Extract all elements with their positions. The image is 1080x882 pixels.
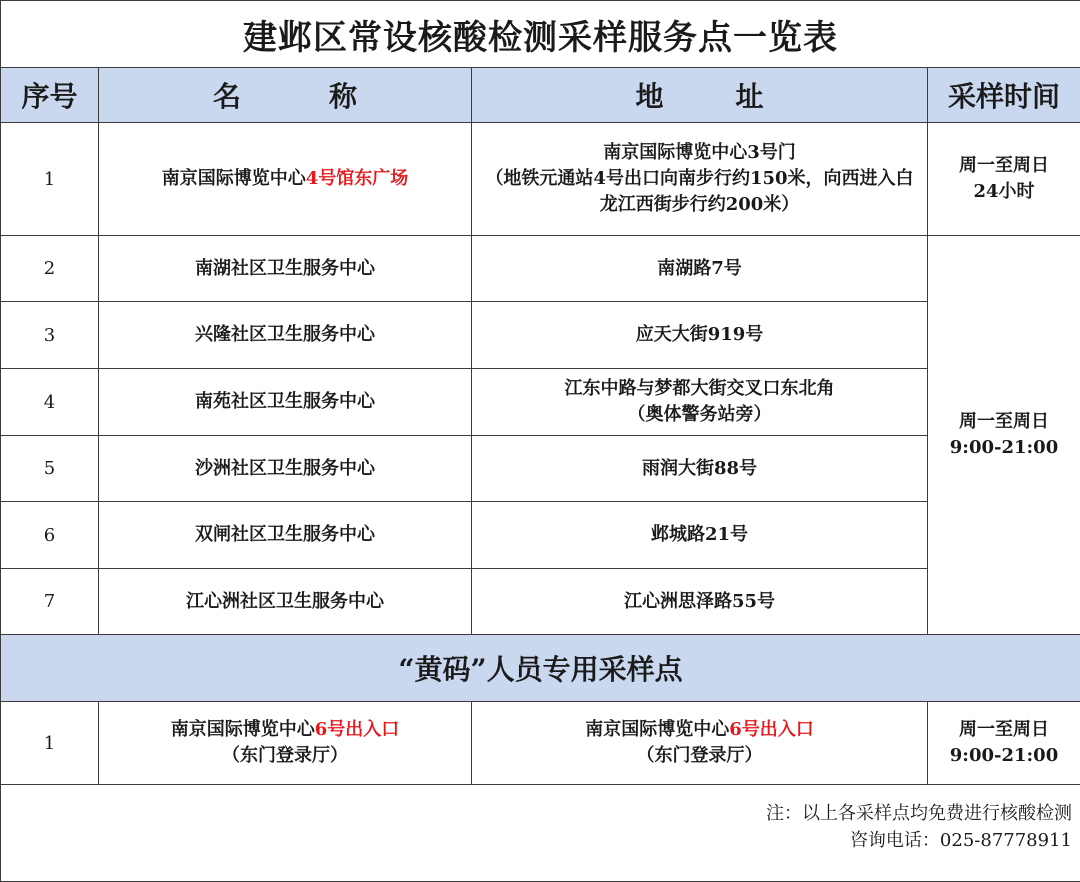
footnote-line1: 注：以上各采样点均免费进行核酸检测 [766,802,1072,824]
site-address: 雨润大街88号 [472,436,928,502]
site-address-line2: （奥体警务站旁） [627,404,772,425]
header-address [472,68,928,123]
header-address-char1: 地 [635,80,664,113]
header-name [99,68,472,123]
table-row [1,236,1080,302]
site-address-line1: 南京国际博览中心3号门 [603,142,796,163]
site-address [472,123,928,236]
footnote-phone: 咨询电话：025-87778911 [849,829,1072,851]
table-row [1,502,1080,569]
site-address: 江心洲思泽路55号 [472,569,928,635]
row-index: 5 [1,436,99,502]
site-time-line2: 9:00-21:00 [949,745,1059,766]
site-name: 南湖社区卫生服务中心 [99,236,472,302]
table-row [1,702,1080,785]
footnote [9,800,1072,867]
table-row [1,302,1080,369]
shared-time-cell [928,236,1080,635]
note-cell [1,785,1080,882]
header-address-char2: 址 [735,80,764,113]
site-name-highlight: 6号出入口 [314,719,400,740]
header-name-char2: 称 [329,80,358,113]
site-name-text: 南京国际博览中心 [170,719,315,740]
header-row [1,68,1080,123]
row-index: 1 [1,123,99,236]
header-time: 采样时间 [928,68,1080,123]
site-name-text: 南京国际博览中心 [161,168,306,189]
row-index: 7 [1,569,99,635]
yellow-section-row [1,635,1080,702]
site-time-line2: 24小时 [973,181,1035,202]
site-name-line2: （东门登录厅） [222,745,348,766]
site-address: 南湖路7号 [472,236,928,302]
table-row [1,369,1080,436]
site-time-line1: 周一至周日 [959,155,1049,176]
site-name: 兴隆社区卫生服务中心 [99,302,472,369]
site-name [99,702,472,785]
table-row [1,123,1080,236]
shared-time-line1: 周一至周日 [959,411,1049,432]
site-address-line1: 江东中路与梦都大街交叉口东北角 [564,378,835,399]
row-index: 2 [1,236,99,302]
site-address-text: 南京国际博览中心 [585,719,730,740]
page-title: 建邺区常设核酸检测采样服务点一览表 [1,1,1080,68]
table-row [1,569,1080,635]
row-index: 6 [1,502,99,569]
site-time-line1: 周一至周日 [959,719,1049,740]
row-index: 3 [1,302,99,369]
site-name: 双闸社区卫生服务中心 [99,502,472,569]
site-address: 应天大街919号 [472,302,928,369]
yellow-section-title: “黄码”人员专用采样点 [1,635,1080,702]
site-address-line2: （东门登录厅） [636,745,763,766]
site-address-line2: （地铁元通站4号出口向南步行约150米，向西进入白龙江西街步行约200米） [485,168,914,215]
site-address [472,702,928,785]
site-time [928,123,1080,236]
site-name: 江心洲社区卫生服务中心 [99,569,472,635]
site-name [99,123,472,236]
site-name-highlight: 4号馆东广场 [305,168,409,189]
site-address-highlight: 6号出入口 [729,719,814,740]
shared-time-line2: 9:00-21:00 [949,437,1059,458]
site-name: 沙洲社区卫生服务中心 [99,436,472,502]
row-index: 1 [1,702,99,785]
site-address: 邺城路21号 [472,502,928,569]
header-index: 序号 [1,68,99,123]
site-time [928,702,1080,785]
header-name-char1: 名 [212,80,241,113]
note-row [1,785,1080,882]
row-index: 4 [1,369,99,436]
site-address [472,369,928,436]
table-row [1,436,1080,502]
site-name: 南苑社区卫生服务中心 [99,369,472,436]
title-row [1,1,1080,68]
